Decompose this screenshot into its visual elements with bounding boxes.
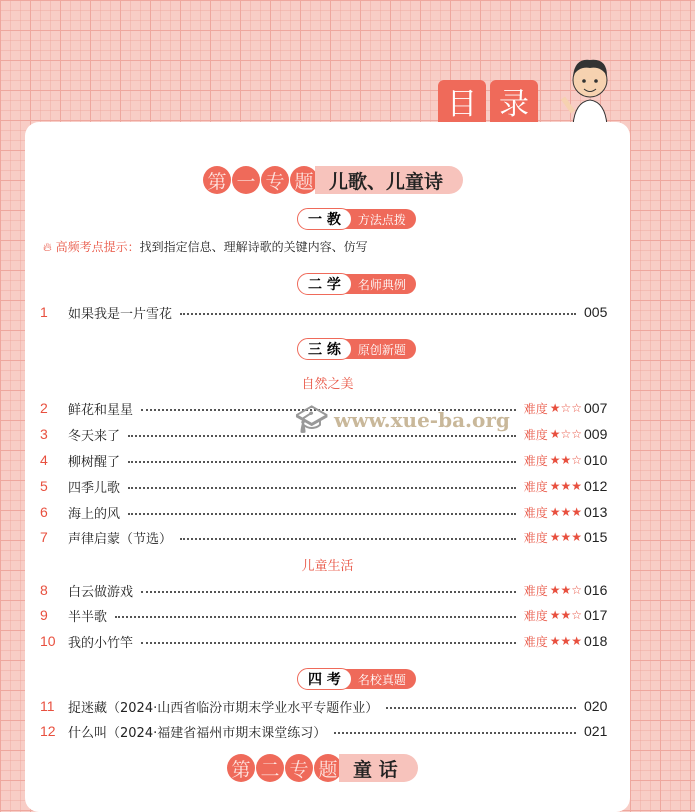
toc-entry[interactable] [40,527,610,547]
entry-title: 捉迷藏（2024·山西省临汾市期末学业水平专题作业） [68,700,379,716]
entry-number: 11 [40,698,55,714]
entry-title: 半半歌 [68,609,108,625]
difficulty-stars: ★★★ [549,479,582,493]
section-pill [297,208,416,230]
toc-card [25,122,630,812]
topic-name: 儿歌、儿童诗 [315,166,463,194]
entry-title: 声律启蒙（节选） [68,531,173,547]
pill-sub: 名校真题 [344,669,416,689]
leader-dots [334,732,576,734]
topic-char: 专 [261,166,289,194]
topic-char: 一 [232,166,260,194]
toc-entry[interactable] [40,605,610,625]
toc-entry[interactable] [40,580,610,600]
subheading: 自然之美 [301,377,354,392]
page-number: 021 [584,723,608,739]
entry-number: 8 [40,582,48,598]
leader-dots [180,538,516,540]
page-number: 018 [584,633,608,649]
toc-entry[interactable] [40,502,610,522]
entry-title: 海上的风 [68,506,121,522]
section-pill [297,668,416,690]
watermark [295,405,510,435]
entry-number: 7 [40,529,48,545]
leader-dots [128,513,516,515]
graduation-cap-icon: 🎓︎ [295,405,329,435]
entry-number: 3 [40,426,48,442]
entry-title: 四季儿歌 [68,480,121,496]
topic-name: 童 话 [339,754,418,782]
entry-number: 12 [40,723,56,739]
pill-label: 三 练 [297,338,352,360]
difficulty-label: 难度 [523,583,548,598]
entry-number: 5 [40,478,48,494]
fire-icon: 🔥︎ [43,240,52,254]
difficulty-label: 难度 [523,427,548,442]
section-pill [297,338,416,360]
page-number: 017 [584,607,608,623]
entry-number: 4 [40,452,48,468]
page-number: 015 [584,529,608,545]
difficulty-label: 难度 [523,634,548,649]
difficulty-label: 难度 [523,530,548,545]
leader-dots [386,707,576,709]
toc-entry[interactable] [40,631,610,651]
difficulty-stars: ★★★ [549,530,582,544]
pill-label: 二 学 [297,273,352,295]
entry-number: 9 [40,607,48,623]
leader-dots [128,461,516,463]
pill-sub: 方法点拨 [344,209,416,229]
entry-number: 2 [40,400,48,416]
entry-number: 6 [40,504,48,520]
page-number: 012 [584,478,608,494]
pill-label: 一 教 [297,208,352,230]
difficulty-stars: ★★☆ [549,608,582,622]
page-number: 013 [584,504,608,520]
entry-title: 什么叫（2024·福建省福州市期末课堂练习） [68,725,327,741]
entry-title: 我的小竹竿 [68,635,134,651]
boy-illustration-icon [555,50,625,125]
toc-title [438,80,538,122]
difficulty-stars: ★☆☆ [549,401,582,415]
difficulty-label: 难度 [523,608,548,623]
pill-label: 四 考 [297,668,352,690]
title-char: 录 [490,80,538,122]
leader-dots [115,616,516,618]
difficulty-label: 难度 [523,401,548,416]
difficulty-stars: ★★★ [549,505,582,519]
pill-sub: 原创新题 [344,339,416,359]
page-number: 020 [584,698,608,714]
page-number: 005 [584,304,608,320]
leader-dots [128,435,516,437]
toc-entry[interactable] [40,696,610,716]
subheading: 儿童生活 [301,559,354,574]
toc-entry[interactable] [40,721,610,741]
entry-number: 10 [40,633,56,649]
leader-dots [141,591,516,593]
difficulty-stars: ★★☆ [549,583,582,597]
entry-title: 白云做游戏 [68,584,134,600]
section-pill [297,273,416,295]
topic-1-banner [203,165,463,195]
page-number: 009 [584,426,608,442]
topic-char: 第 [227,754,255,782]
difficulty-stars: ★★☆ [549,453,582,467]
topic-char: 题 [290,166,318,194]
leader-dots [141,642,516,644]
leader-dots [128,487,516,489]
hint-line [43,238,368,255]
difficulty-label: 难度 [523,505,548,520]
page-number: 010 [584,452,608,468]
topic-char: 专 [285,754,313,782]
page-number: 016 [584,582,608,598]
hint-text: 找到指定信息、理解诗歌的关键内容、仿写 [139,240,368,254]
difficulty-label: 难度 [523,453,548,468]
toc-entry[interactable] [40,450,610,470]
topic-2-banner [227,753,418,783]
entry-title: 如果我是一片雪花 [68,306,173,322]
difficulty-label: 难度 [523,479,548,494]
title-char: 目 [438,80,486,122]
topic-char: 二 [256,754,284,782]
difficulty-stars: ★★★ [549,634,582,648]
toc-entry[interactable] [40,302,610,322]
page-number: 007 [584,400,608,416]
entry-number: 1 [40,304,48,320]
leader-dots [180,313,576,315]
topic-char: 第 [203,166,231,194]
difficulty-stars: ★☆☆ [549,427,582,441]
entry-title: 鲜花和星星 [68,402,134,418]
entry-title: 柳树醒了 [68,454,121,470]
watermark-text: www.xue-ba.org [334,408,510,432]
entry-title: 冬天来了 [68,428,121,444]
pill-sub: 名师典例 [344,274,416,294]
toc-entry[interactable] [40,476,610,496]
hint-label: 高频考点提示： [55,240,140,254]
topic-char: 题 [314,754,342,782]
